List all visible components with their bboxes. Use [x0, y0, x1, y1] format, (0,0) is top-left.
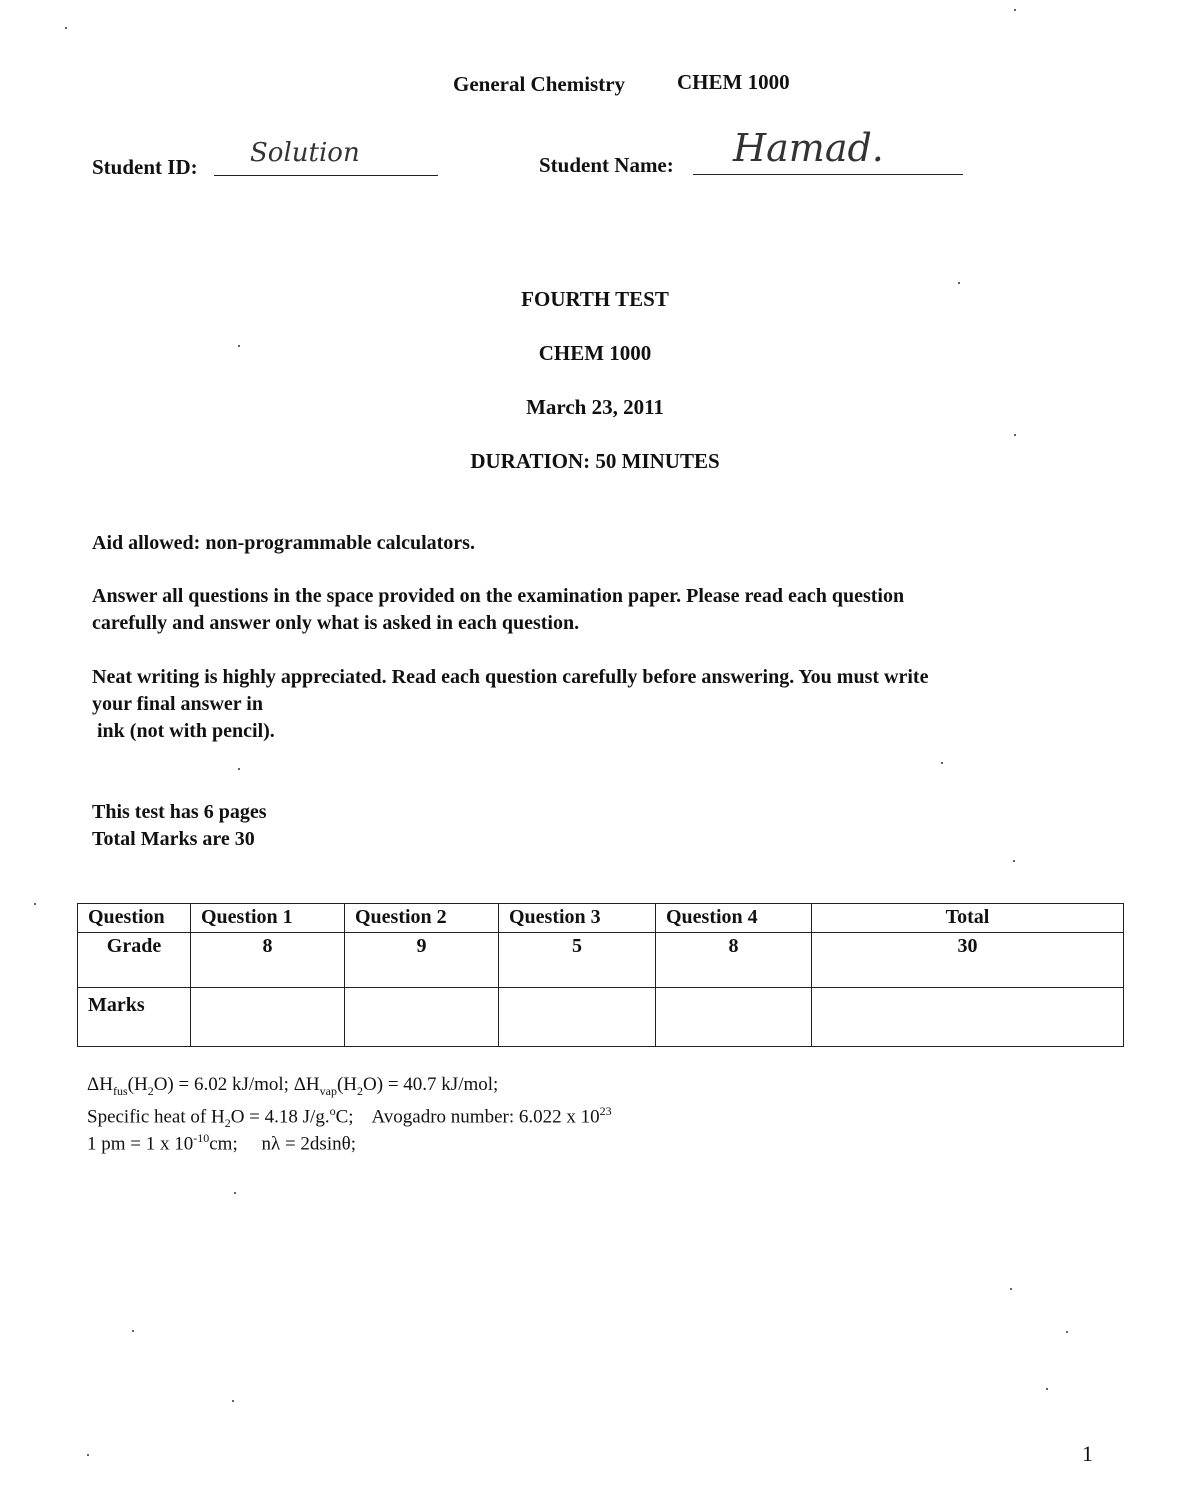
marks-cell	[812, 988, 1124, 1047]
const-sup: 23	[599, 1104, 612, 1118]
marks-row	[78, 988, 1124, 1047]
marks-label: Marks	[78, 988, 191, 1047]
grade-row	[78, 933, 1124, 988]
const-sub: vap	[319, 1083, 337, 1098]
const-sup: -10	[193, 1131, 210, 1145]
student-name-handwriting: Hamad.	[733, 126, 884, 170]
const-sub: fus	[112, 1083, 128, 1098]
neat-line-1: Neat writing is highly appreciated. Read each question carefully before answering. You must write	[92, 666, 929, 688]
answer-line-2: carefully and answer only what is asked in each question.	[92, 612, 580, 634]
scan-speck	[941, 762, 943, 764]
const-sub: 2	[147, 1083, 154, 1098]
constants-line-3	[87, 1125, 356, 1157]
answer-instructions	[92, 583, 1102, 637]
marks-cell	[656, 988, 812, 1047]
const-text: C; Avogadro number: 6.022 x 10	[335, 1106, 600, 1128]
scan-speck	[238, 345, 240, 347]
const-text: ΔH	[87, 1074, 113, 1095]
aid-allowed: Aid allowed: non-programmable calculators.	[92, 532, 475, 554]
scan-speck	[1046, 1388, 1048, 1390]
marks-cell	[191, 988, 345, 1047]
course-code: CHEM 1000	[677, 70, 790, 94]
scan-speck	[232, 1400, 234, 1402]
scan-speck	[1066, 1331, 1068, 1333]
const-text: O) = 6.02 kJ/mol; ΔH	[153, 1074, 320, 1095]
scan-speck	[238, 768, 240, 770]
scan-speck	[958, 282, 960, 284]
header-cell: Question 2	[345, 904, 499, 933]
grade-cell: 9	[345, 933, 499, 988]
const-text: 1 pm = 1 x 10	[87, 1133, 194, 1155]
grade-cell: 30	[812, 933, 1124, 988]
grade-cell: 8	[656, 933, 812, 988]
total-marks: Total Marks are 30	[92, 828, 255, 850]
neat-line-3: ink (not with pencil).	[92, 720, 275, 742]
page-count: This test has 6 pages	[92, 801, 267, 823]
grade-cell: 8	[191, 933, 345, 988]
const-text: cm; nλ = 2dsinθ;	[209, 1133, 356, 1155]
grade-label: Grade	[78, 933, 191, 988]
student-name-label: Student Name:	[539, 153, 674, 177]
course-name: General Chemistry	[453, 72, 626, 96]
marks-cell	[345, 988, 499, 1047]
scan-speck	[132, 1330, 134, 1332]
marks-cell	[499, 988, 656, 1047]
test-course: CHEM 1000	[538, 341, 652, 365]
page-number: 1	[1082, 1441, 1093, 1466]
const-text: (H	[336, 1074, 358, 1095]
header-cell: Question 3	[499, 904, 656, 933]
header-cell: Question	[78, 904, 191, 933]
header-cell: Question 4	[656, 904, 812, 933]
answer-line-1: Answer all questions in the space provided on the examination paper. Please read each question	[92, 585, 905, 607]
test-date: March 23, 2011	[526, 395, 664, 419]
scan-speck	[1014, 434, 1016, 436]
table-header-row	[78, 904, 1124, 933]
const-text: O = 4.18 J/g.	[230, 1106, 330, 1128]
const-text: Specific heat of H	[87, 1106, 225, 1128]
neat-line-2: your final answer in	[92, 693, 263, 715]
test-duration: DURATION: 50 MINUTES	[470, 449, 720, 473]
const-sub: 2	[224, 1116, 231, 1131]
scan-speck	[34, 903, 36, 905]
grade-table	[77, 903, 1124, 1047]
const-text: (H	[127, 1074, 148, 1095]
neat-writing-instructions	[92, 664, 1102, 745]
test-info	[92, 799, 1102, 853]
const-text: O) = 40.7 kJ/mol;	[363, 1074, 499, 1095]
student-id-underline	[214, 175, 438, 176]
header-cell: Total	[812, 904, 1124, 933]
header-cell: Question 1	[191, 904, 345, 933]
scan-speck	[87, 1454, 89, 1456]
scan-speck	[1013, 860, 1015, 862]
scan-speck	[1014, 9, 1016, 11]
scan-speck	[234, 1192, 236, 1194]
student-name-underline	[693, 174, 963, 175]
grade-cell: 5	[499, 933, 656, 988]
const-sup: o	[329, 1104, 336, 1118]
scan-speck	[1010, 1288, 1012, 1290]
student-id-label: Student ID:	[92, 155, 198, 179]
const-sub: 2	[357, 1083, 364, 1098]
test-title: FOURTH TEST	[521, 287, 669, 311]
scan-speck	[65, 27, 67, 29]
student-id-handwriting: Solution	[250, 138, 360, 168]
